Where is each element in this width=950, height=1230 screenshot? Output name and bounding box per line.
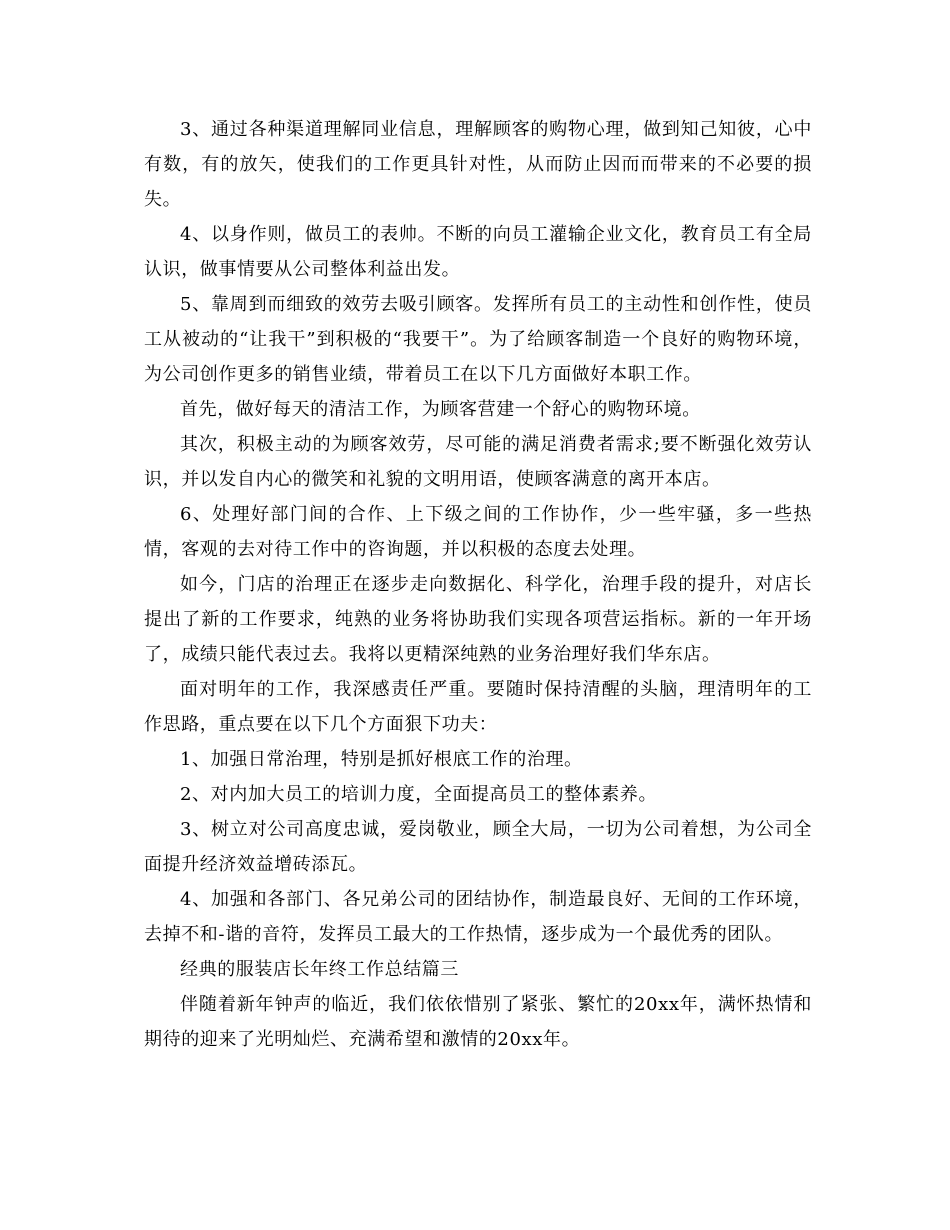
paragraph: 首先，做好每天的清洁工作，为顾客营建一个舒心的购物环境。 [180, 399, 701, 420]
section-heading: 经典的服装店长年终工作总结篇三 [180, 959, 459, 980]
paragraph: 其次，积极主动的为顾客效劳，尽可能的满足消费者需求;要不断强化效劳认识，并以发自内心的微笑和礼貌的文明用语，使顾客满意的离开本店。 [144, 434, 812, 490]
paragraph: 3、树立对公司高度忠诚，爱岗敬业，顾全大局，一切为公司着想，为公司全面提升经济效益增砖添瓦。 [144, 819, 812, 875]
paragraph: 5、靠周到而细致的效劳去吸引顾客。发挥所有员工的主动性和创作性，使员工从被动的“让我干”到积极的“我要干”。为了给顾客制造一个良好的购物环境，为公司创作更多的销售业绩，带着员工在以下几方面做好本职工作。 [144, 294, 812, 385]
paragraph: 面对明年的工作，我深感责任严重。要随时保持清醒的头脑，理清明年的工作思路，重点要在以下几个方面狠下功夫： [144, 679, 812, 735]
paragraph: 2、对内加大员工的培训力度，全面提高员工的整体素养。 [180, 784, 658, 805]
paragraph: 伴随着新年钟声的临近，我们依依惜别了紧张、繁忙的20xx年，满怀热情和期待的迎来了光明灿烂、充满希望和激情的20xx年。 [144, 994, 812, 1050]
document-body [144, 112, 812, 1057]
paragraph: 6、处理好部门间的合作、上下级之间的工作协作，少一些牢骚，多一些热情，客观的去对待工作中的咨询题，并以积极的态度去处理。 [144, 504, 812, 560]
paragraph: 1、加强日常治理，特别是抓好根底工作的治理。 [180, 749, 583, 770]
paragraph: 如今，门店的治理正在逐步走向数据化、科学化，治理手段的提升，对店长提出了新的工作要求，纯熟的业务将协助我们实现各项营运指标。新的一年开场了，成绩只能代表过去。我将以更精深纯熟的业务治理好我们华东店。 [144, 574, 812, 665]
paragraph: 3、通过各种渠道理解同业信息，理解顾客的购物心理，做到知己知彼，心中有数，有的放矢，使我们的工作更具针对性，从而防止因而而带来的不必要的损失。 [144, 119, 812, 210]
paragraph: 4、以身作则，做员工的表帅。不断的向员工灌输企业文化，教育员工有全局认识，做事情要从公司整体利益出发。 [144, 224, 812, 280]
paragraph: 4、加强和各部门、各兄弟公司的团结协作，制造最良好、无间的工作环境，去掉不和-谐的音符，发挥员工最大的工作热情，逐步成为一个最优秀的团队。 [144, 889, 812, 945]
